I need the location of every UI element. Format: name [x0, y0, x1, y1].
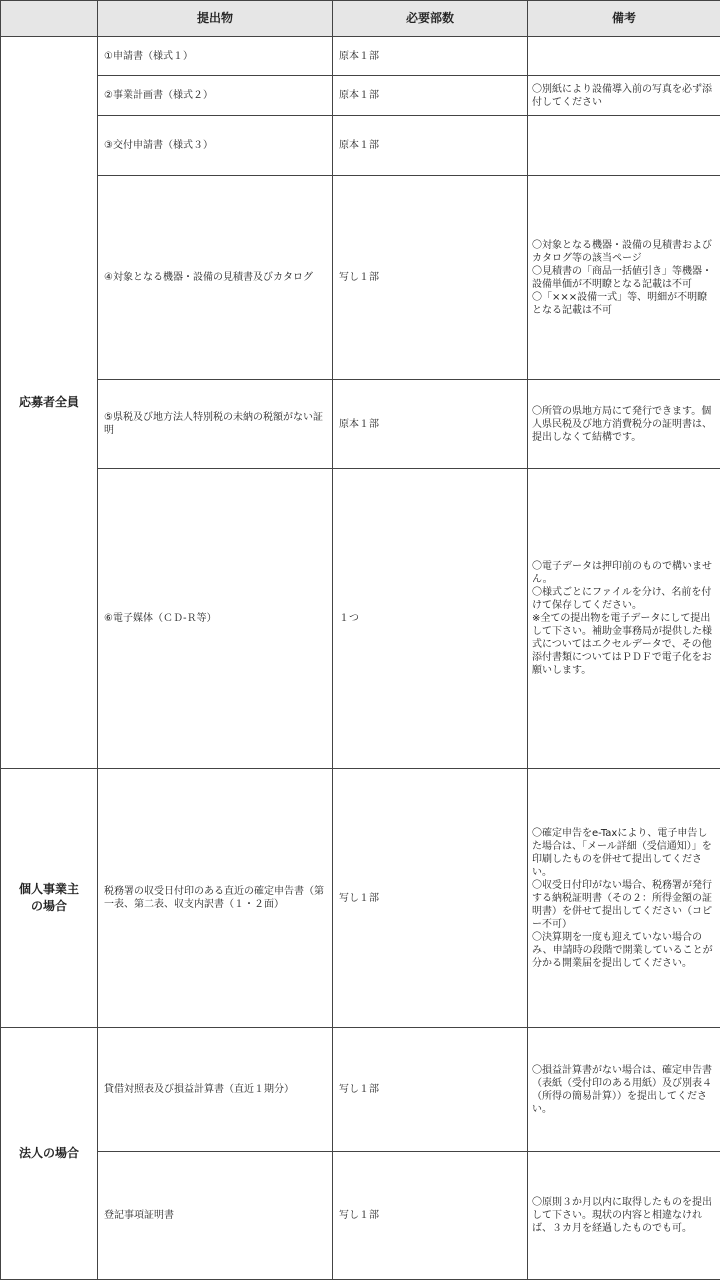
table-row [1, 37, 720, 76]
item-cell: ①申請書（様式１） [98, 37, 333, 76]
notes-cell: 〇原則３か月以内に取得したものを提出して下さい。現状の内容と相違なければ、３カ月を経過したものでも可。 [528, 1152, 720, 1280]
copies-cell: １つ [333, 469, 528, 769]
copies-cell: 写し１部 [333, 176, 528, 380]
header-copies: 必要部数 [333, 1, 528, 37]
header-notes: 備考 [528, 1, 720, 37]
item-cell: ③交付申請書（様式３） [98, 116, 333, 176]
item-cell: ②事業計画書（様式２） [98, 76, 333, 116]
copies-cell: 原本１部 [333, 37, 528, 76]
copies-cell: 写し１部 [333, 1152, 528, 1280]
table-row [1, 1028, 720, 1152]
group-label-line: 個人事業主 [18, 882, 79, 896]
item-cell: ⑤県税及び地方法人特別税の未納の税額がない証明 [98, 380, 333, 469]
header-row [1, 1, 720, 37]
copies-cell: 原本１部 [333, 380, 528, 469]
group-label-corporation: 法人の場合 [1, 1028, 98, 1280]
notes-cell: 〇対象となる機器・設備の見積書およびカタログ等の該当ページ 〇見積書の「商品一括値引き」等機器・設備単価が不明瞭となる記載は不可 〇「×××設備一式」等、明細が不明瞭となる記載は不可 [528, 176, 720, 380]
group-label-all: 応募者全員 [1, 37, 98, 769]
header-item: 提出物 [98, 1, 333, 37]
group-label-sole-proprietor [1, 769, 98, 1028]
item-cell: 登記事項証明書 [98, 1152, 333, 1280]
notes-cell: 〇損益計算書がない場合は、確定申告書（表紙（受付印のある用紙）及び別表４（所得の簡易計算））を提出してください。 [528, 1028, 720, 1152]
copies-cell: 原本１部 [333, 116, 528, 176]
copies-cell: 写し１部 [333, 1028, 528, 1152]
table-row [1, 380, 720, 469]
notes-cell: 〇確定申告をe-Taxにより、電子申告した場合は、「メール詳細（受信通知）」を印刷したものを併せて提出してください。 〇収受日付印がない場合、税務署が発行する納税証明書（その２：所得金額の証明書）を併せて提出してください（コピー不可） 〇決算期を一度も迎えていない場合のみ、申請時の段階で開業していることが分かる開業届を提出してください。 [528, 769, 720, 1028]
notes-cell: 〇電子データは押印前のもので構いません。 〇様式ごとにファイルを分け、名前を付けて保存してください。 ※全ての提出物を電子データにして提出して下さい。補助金事務局が提供した様式についてはエクセルデータで、その他添付書類についてはＰＤＦで電子化をお願いします。 [528, 469, 720, 769]
item-cell: ⑥電子媒体（ＣＤ-Ｒ等） [98, 469, 333, 769]
notes-cell [528, 37, 720, 76]
item-cell: 貸借対照表及び損益計算書（直近１期分） [98, 1028, 333, 1152]
notes-cell [528, 116, 720, 176]
header-blank-cell [1, 1, 98, 37]
copies-cell: 原本１部 [333, 76, 528, 116]
notes-cell: 〇所管の県地方局にて発行できます。個人県民税及び地方消費税分の証明書は、提出しなくて結構です。 [528, 380, 720, 469]
table-row [1, 176, 720, 380]
item-cell: ④対象となる機器・設備の見積書及びカタログ [98, 176, 333, 380]
table-row [1, 1152, 720, 1280]
copies-cell: 写し１部 [333, 769, 528, 1028]
table-row [1, 769, 720, 1028]
table-row [1, 116, 720, 176]
group-label-line: の場合 [30, 899, 67, 913]
table-row [1, 469, 720, 769]
table-row [1, 76, 720, 116]
item-cell: 税務署の収受日付印のある直近の確定申告書（第一表、第二表、収支内訳書（１・２面） [98, 769, 333, 1028]
notes-cell: 〇別紙により設備導入前の写真を必ず添付してください [528, 76, 720, 116]
